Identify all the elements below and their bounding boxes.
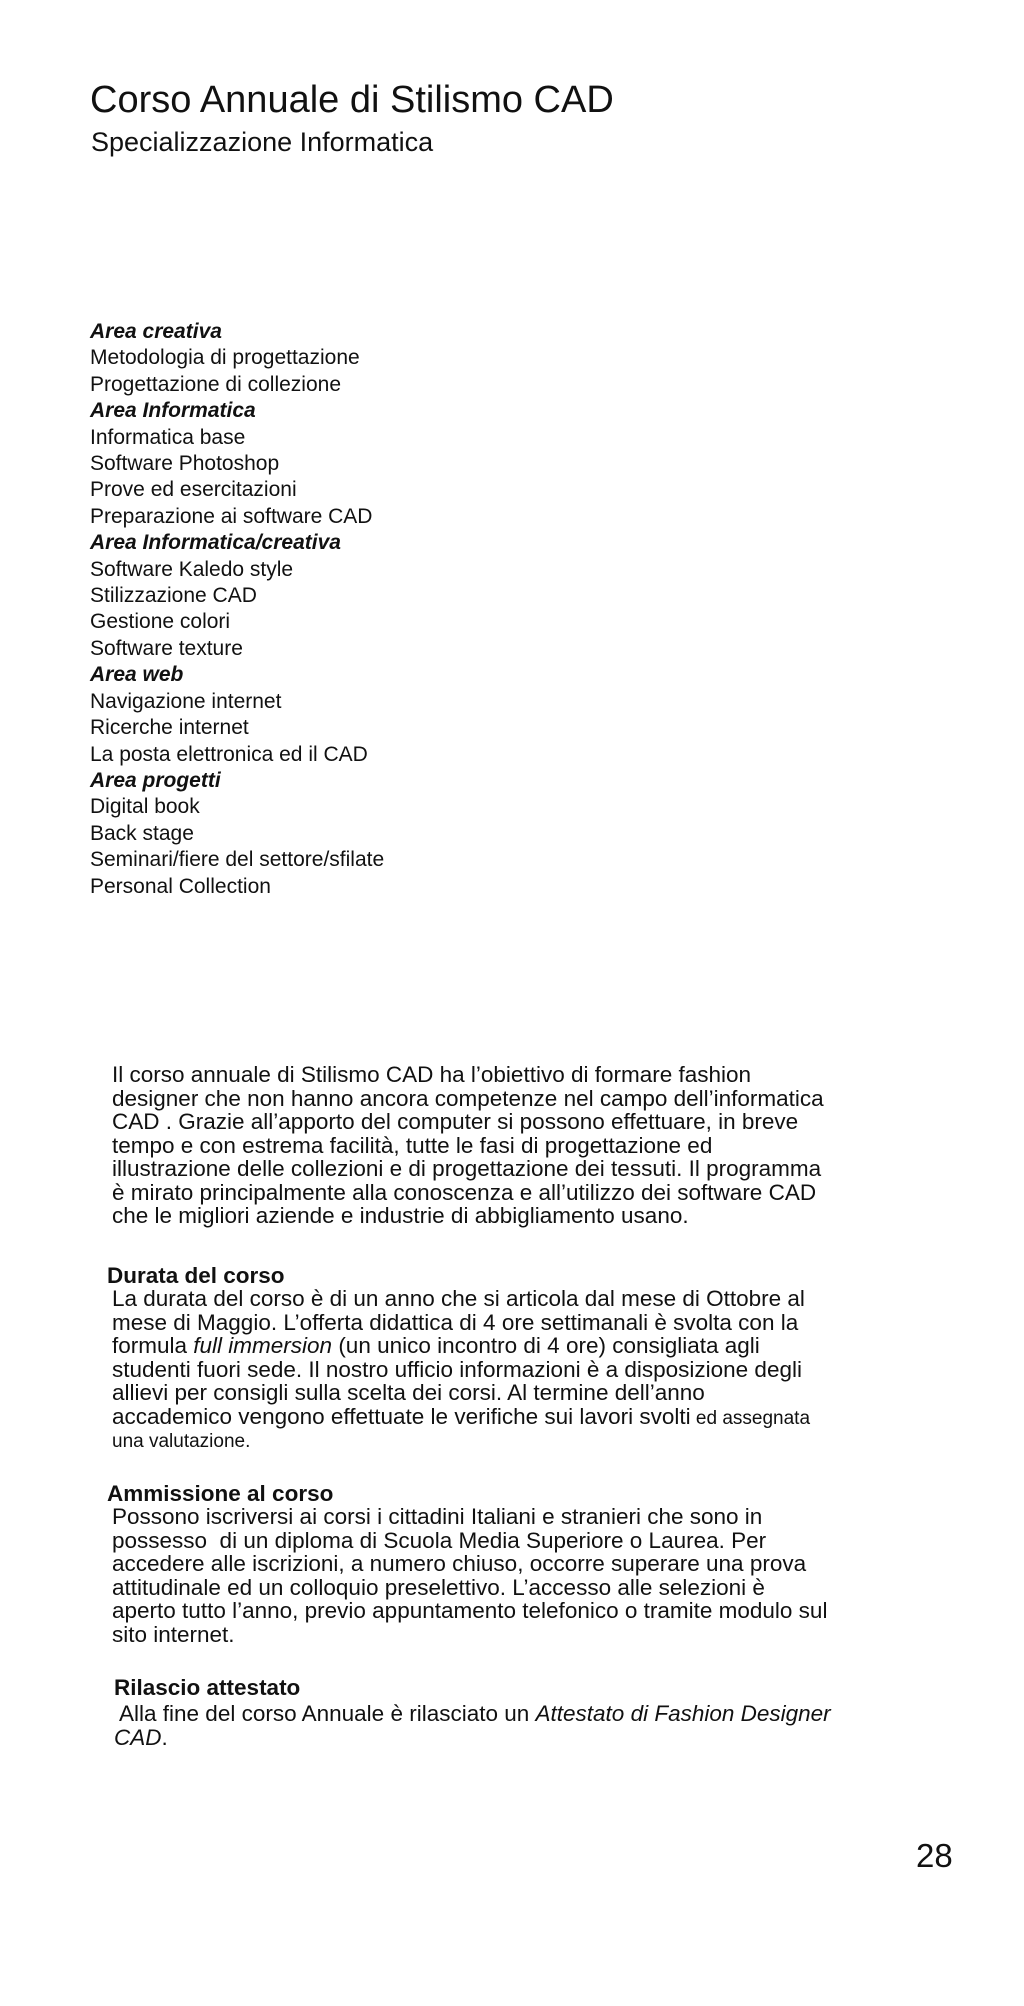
curriculum-item: Stilizzazione CAD <box>90 584 257 608</box>
durata-heading: Durata del corso <box>107 1263 285 1288</box>
ammissione-line: attitudinale ed un colloquio preselettivo. L’accesso alle selezioni è <box>112 1574 765 1600</box>
intro-line: Il corso annuale di Stilismo CAD ha l’obiettivo di formare fashion <box>112 1062 752 1087</box>
rilascio-line <box>114 1726 914 1750</box>
ammissione-heading: Ammissione al corso <box>107 1481 334 1506</box>
curriculum-item: Metodologia di progettazione <box>90 346 360 370</box>
durata-paragraph <box>112 1287 912 1454</box>
durata-text: (un unico incontro di 4 ore) consigliata agli <box>332 1333 760 1358</box>
intro-line: designer che non hanno ancora competenze nel campo dell’informatica <box>112 1085 824 1111</box>
durata-text: formula <box>112 1333 194 1358</box>
curriculum-area-heading: Area creativa <box>90 320 222 343</box>
intro-paragraph <box>112 1063 912 1228</box>
durata-line: allievi per consigli sulla scelta dei corsi. Al termine dell’anno <box>112 1380 705 1405</box>
curriculum-item: Preparazione ai software CAD <box>90 504 373 528</box>
ammissione-line: possesso di un diploma di Scuola Media Superiore o Laurea. Per <box>112 1527 767 1553</box>
page-number: 28 <box>916 1837 953 1874</box>
curriculum-item: Software texture <box>90 636 243 660</box>
intro-line: che le migliori aziende e industrie di abbigliamento usano. <box>112 1203 689 1228</box>
curriculum-item: Digital book <box>90 795 200 819</box>
rilascio-text: Alla fine del corso Annuale è rilasciato un <box>114 1701 536 1726</box>
curriculum-item: Gestione colori <box>90 610 231 634</box>
ammissione-line: accedere alle iscrizioni, a numero chiuso, occorre superare una prova <box>112 1551 807 1576</box>
curriculum-item: Ricerche internet <box>90 716 249 740</box>
rilascio-line <box>114 1702 914 1726</box>
ammissione-line: aperto tutto l’anno, previo appuntamento telefonico o tramite modulo sul <box>112 1598 828 1623</box>
curriculum-item: Back stage <box>90 821 194 845</box>
full-immersion-emphasis: full immersion <box>193 1333 333 1358</box>
attestato-emphasis: Attestato di Fashion Designer <box>535 1701 831 1726</box>
curriculum-item: Progettazione di collezione <box>90 372 341 396</box>
curriculum-item: Prove ed esercitazioni <box>90 478 297 502</box>
ammissione-line: Possono iscriversi ai corsi i cittadini Italiani e stranieri che sono in <box>112 1504 763 1529</box>
curriculum-item: Software Kaledo style <box>90 557 294 581</box>
curriculum-item: La posta elettronica ed il CAD <box>90 742 368 766</box>
durata-line: una valutazione. <box>112 1431 251 1452</box>
attestato-emphasis: CAD <box>114 1724 162 1750</box>
durata-line: La durata del corso è di un anno che si articola dal mese di Ottobre al <box>112 1286 805 1311</box>
curriculum-list <box>90 319 384 900</box>
curriculum-item: Informatica base <box>90 425 246 449</box>
ammissione-line: sito internet. <box>112 1621 235 1647</box>
page-subtitle: Specializzazione Informatica <box>91 127 434 157</box>
durata-line <box>112 1405 912 1431</box>
ammissione-paragraph <box>112 1505 912 1646</box>
rilascio-paragraph <box>114 1702 914 1749</box>
curriculum-item: Navigazione internet <box>90 689 282 713</box>
durata-line: mese di Maggio. L’offerta didattica di 4 ore settimanali è svolta con la <box>112 1309 799 1335</box>
intro-line: tempo e con estrema facilità, tutte le fasi di progettazione ed <box>112 1132 713 1158</box>
curriculum-area-heading: Area web <box>90 663 184 687</box>
curriculum-item: Personal Collection <box>90 874 271 898</box>
curriculum-area-heading: Area Informatica/creativa <box>90 531 341 555</box>
intro-line: è mirato principalmente alla conoscenza e all’utilizzo dei software CAD <box>112 1179 817 1205</box>
intro-line: CAD . Grazie all’apporto del computer si possono effettuare, in breve <box>112 1109 799 1134</box>
curriculum-item: Seminari/fiere del settore/sfilate <box>90 848 385 872</box>
durata-small-text: ed assegnata <box>690 1407 811 1429</box>
curriculum-item: Software Photoshop <box>90 452 280 476</box>
rilascio-text: . <box>161 1724 168 1750</box>
rilascio-heading: Rilascio attestato <box>114 1675 301 1700</box>
durata-line: studenti fuori sede. Il nostro ufficio informazioni è a disposizione degli <box>112 1356 802 1382</box>
intro-line: illustrazione delle collezioni e di progettazione dei tessuti. Il programma <box>112 1156 822 1181</box>
durata-text: accademico vengono effettuate le verifiche sui lavori svolti <box>112 1403 691 1429</box>
page-title: Corso Annuale di Stilismo CAD <box>90 79 614 121</box>
curriculum-area-heading: Area Informatica <box>90 399 256 423</box>
durata-line <box>112 1334 912 1358</box>
curriculum-area-heading: Area progetti <box>90 768 221 792</box>
